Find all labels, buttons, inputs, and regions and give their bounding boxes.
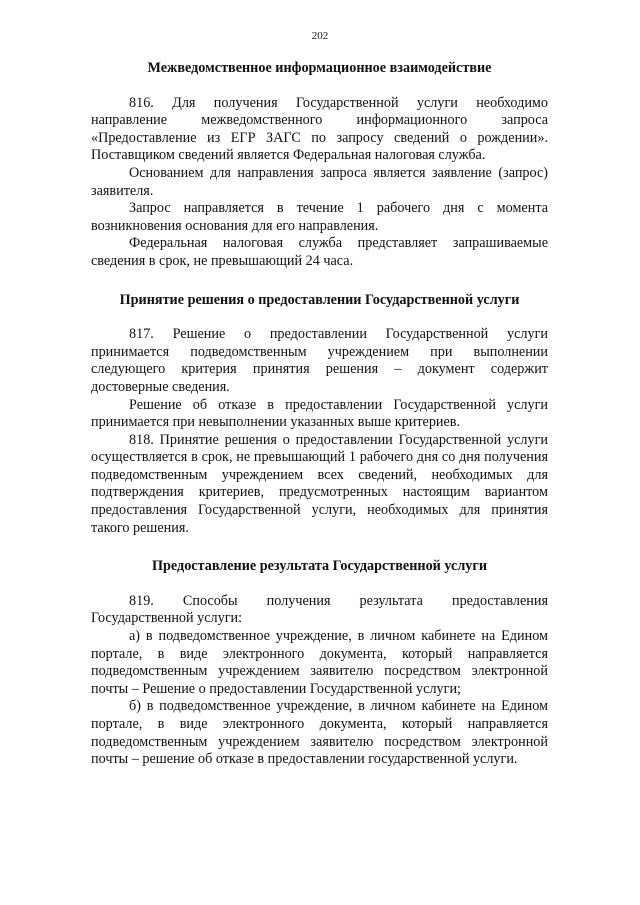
document-body — [91, 60, 548, 769]
page-number: 202 — [311, 30, 329, 42]
section-heading-decision: Принятие решения о предоставлении Государственной услуги — [119, 291, 520, 308]
paragraph-818: 818. Принятие решения о предоставлении Государственной услуги осуществляется в срок, не превышающий 1 рабочего дня со дня получения подведомственным учреждением всех сведений, необходимых для подтверждения критериев, предусмотренных настоящим вариантом предоставления Государственной услуги, необходимых для принятия такого решения. — [91, 431, 548, 536]
paragraph-817: 817. Решение о предоставлении Государственной услуги принимается подведомственным учреждением при выполнении следующего критерия принятия решения – документ содержит достоверные сведения. — [91, 326, 548, 395]
list-item-b: б) в подведомственное учреждение, в личном кабинете на Едином портале, в виде электронного документа, который направляется подведомственным учреждением заявителю посредством электронной почты – решение об отказе в предоставлении государственной услуги. — [91, 698, 548, 768]
paragraph-819: 819. Способы получения результата предоставления Государственной услуги: — [91, 592, 548, 627]
paragraph-basis: Основанием для направления запроса является заявление (запрос) заявителя. — [91, 164, 548, 199]
paragraph-request-timing: Запрос направляется в течение 1 рабочего дня с момента возникновения основания для его направления. — [91, 200, 548, 234]
paragraph-816: 816. Для получения Государственной услуги необходимо направление межведомственного информационного запроса «Предоставление из ЕГР ЗАГС по запросу сведений о рождении». Поставщиком сведений является Федеральная налоговая служба. — [91, 94, 548, 164]
list-item-a: а) в подведомственное учреждение, в личном кабинете на Едином портале, в виде электронного документа, который направляется подведомственным учреждением заявителю посредством электронной почты – Решение о предоставлении Государственной услуги; — [91, 628, 548, 697]
paragraph-refusal: Решение об отказе в предоставлении Государственной услуги принимается при невыполнении указанных выше критериев. — [91, 396, 548, 431]
paragraph-fns-response: Федеральная налоговая служба представляет запрашиваемые сведения в срок, не превышающий 24 часа. — [91, 235, 548, 269]
section-heading-result: Предоставление результата Государственной услуги — [151, 558, 488, 575]
section-heading-interagency: Межведомственное информационное взаимодействие — [147, 60, 492, 76]
